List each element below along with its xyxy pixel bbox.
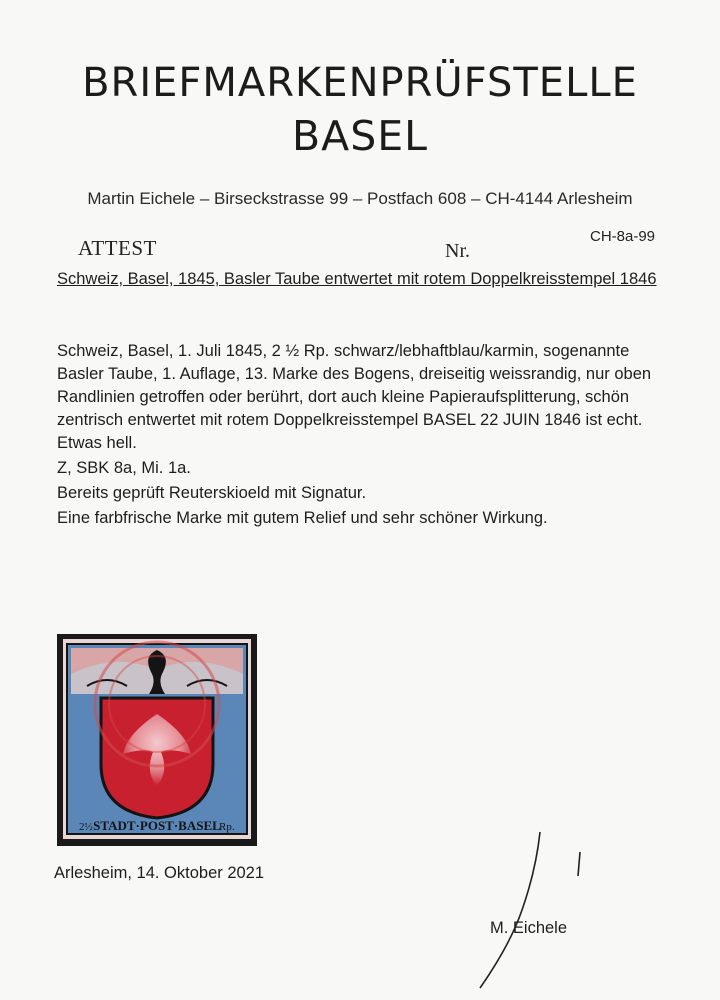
place-and-date: Arlesheim, 14. Oktober 2021 [54,864,265,882]
stamp-inscription: STADT·POST·BASEL [93,818,221,833]
stamp-value-left: 2½ [79,821,93,833]
stamp-value-right: Rp. [219,821,235,833]
address-line: Martin Eichele – Birseckstrasse 99 – Postfach 608 – CH-4144 Arlesheim [87,189,633,208]
signature [470,830,600,990]
attest-label: ATTEST [78,236,157,260]
stamp-image [57,634,257,846]
page-title-city: BASEL [292,112,428,160]
page-title: BRIEFMARKENPRÜFSTELLE [82,60,638,106]
prior-expertise: Bereits geprüft Reuterskioeld mit Signatur. [57,484,367,502]
signer-name: M. Eichele [490,919,568,937]
certificate-number: CH-8a-99 [590,228,656,245]
description-text: Schweiz, Basel, 1. Juli 1845, 2 ½ Rp. schwarz/lebhaftblau/karmin, sogenannte Basler Taube, 1. Auflage, 13. Marke des Bogens, dreiseitig weissrandig, nur oben Randlinien getroffen oder berührt, dort auch kleine Papieraufsplitterung, schön zentrisch entwertet mit rotem Doppelkreisstempel BASEL 22 JUIN 1846 ist echt. Etwas hell. [57,342,652,452]
certificate-subject: Schweiz, Basel, 1845, Basler Taube entwertet mit rotem Doppelkreisstempel 1846 [57,270,657,288]
quality-remark: Eine farbfrische Marke mit gutem Relief und sehr schöner Wirkung. [57,509,548,527]
number-label: Nr. [445,240,470,262]
catalogue-reference: Z, SBK 8a, Mi. 1a. [57,459,191,477]
certificate-body [57,340,677,530]
